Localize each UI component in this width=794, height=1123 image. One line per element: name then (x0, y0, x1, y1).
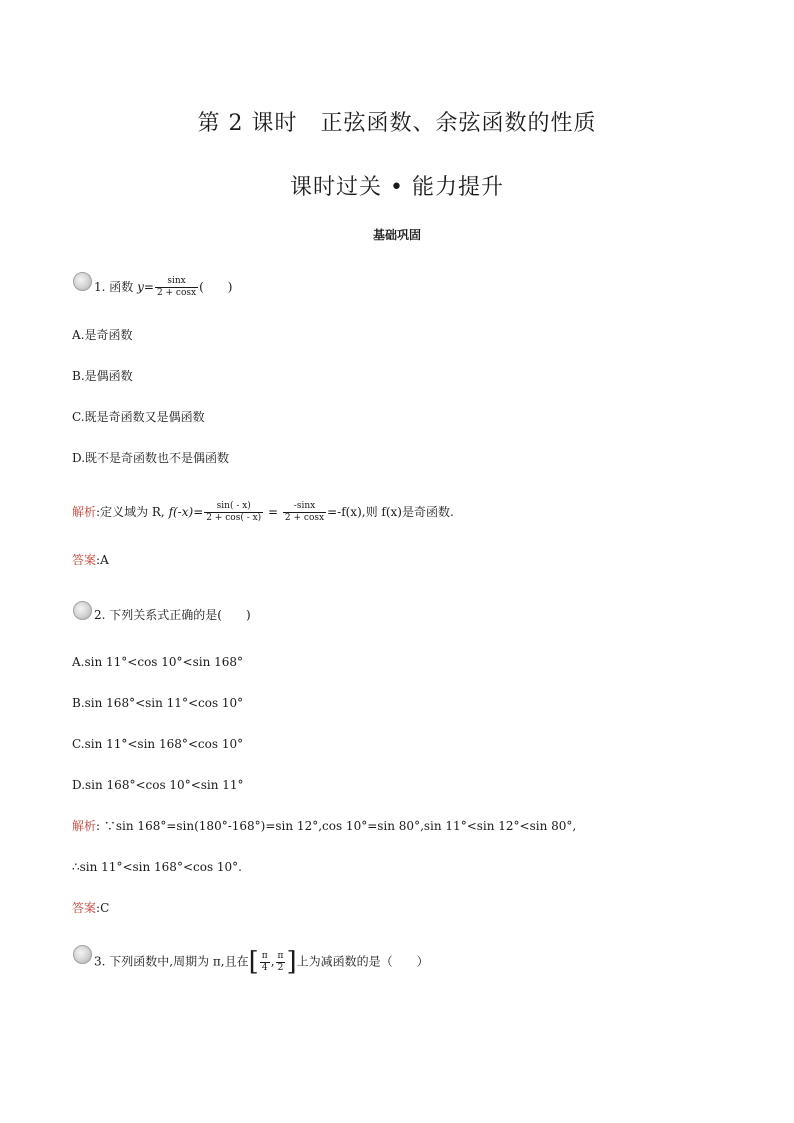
q1-analysis-colon: : (96, 505, 101, 519)
q2-option-a: A.sin 11°<cos 10°<sin 168° (72, 655, 244, 669)
q3-frac2-num: π (277, 950, 284, 961)
q1-analysis-eq1: = (193, 505, 204, 519)
question-3-stem (94, 949, 429, 975)
q1-analysis-eq2: = (268, 505, 279, 519)
q2-answer (72, 900, 109, 916)
q1-prefix: 1. 函数 (94, 280, 138, 294)
q1-analysis-text2: =-f(x),则 f(x)是奇函数. (327, 505, 454, 519)
q1-analysis-frac1-num: sin( - x) (204, 501, 263, 513)
q1-eq: = (143, 280, 154, 294)
q3-suffix: 上为减函数的是（ ） (296, 954, 429, 969)
question-1-icon (73, 272, 92, 291)
page-subtitle: 课时过关 • 能力提升 (290, 175, 504, 200)
q3-frac-2 (276, 951, 286, 974)
q1-frac-num: sinx (155, 276, 198, 288)
q1-analysis-text1: 定义域为 R, (100, 505, 165, 519)
q1-analysis-frac1-den: 2 + cos( - x) (206, 513, 262, 523)
q2-answer-label: 答案 (72, 901, 97, 915)
q1-answer (72, 552, 109, 568)
q3-prefix: 3. 下列函数中,周期为 π,且在 (94, 954, 249, 969)
q1-analysis-frac2-den: 2 + cosx (284, 513, 325, 523)
q2-option-d: D.sin 168°<cos 10°<sin 11° (72, 778, 244, 792)
q1-option-c: C.既是奇函数又是偶函数 (72, 410, 205, 424)
q3-frac1-den: 4 (261, 962, 268, 973)
q1-frac-den: 2 + cosx (156, 288, 197, 298)
q2-analysis-line-1 (72, 818, 576, 834)
q2-analysis-line-2: ∴sin 11°<sin 168°<cos 10°. (72, 860, 242, 874)
q1-answer-value: A (100, 553, 109, 567)
q1-answer-colon: : (96, 553, 101, 567)
section-heading: 基础巩固 (372, 228, 421, 242)
question-1-stem (94, 276, 232, 299)
q2-answer-value: C (100, 901, 110, 915)
question-2-icon (73, 601, 92, 620)
q2-option-c: C.sin 11°<sin 168°<cos 10° (72, 737, 244, 751)
q1-option-b: B.是偶函数 (72, 369, 133, 383)
page-title: 第 2 课时 正弦函数、余弦函数的性质 (197, 111, 597, 136)
q1-analysis (72, 501, 454, 524)
q1-fraction (155, 276, 198, 299)
q2-answer-colon: : (96, 901, 101, 915)
q1-answer-label: 答案 (72, 553, 97, 567)
q3-bracket-right: ] (286, 947, 297, 977)
q3-frac1-num: π (261, 950, 268, 961)
q3-frac-1 (260, 951, 270, 974)
question-3-icon (73, 945, 92, 964)
q3-bracket-left: [ (248, 947, 259, 977)
q1-option-d: D.既不是奇函数也不是偶函数 (72, 451, 230, 465)
q1-analysis-frac2-num: -sinx (283, 501, 326, 513)
q1-analysis-f: f(-x) (168, 505, 194, 519)
q3-comma: , (270, 954, 275, 969)
q1-analysis-frac2 (283, 501, 326, 524)
q1-y: y (137, 280, 144, 294)
q3-frac2-den: 2 (277, 962, 284, 973)
q1-analysis-frac1 (204, 501, 263, 524)
q2-analysis-text1: ∵sin 168°=sin(180°-168°)=sin 12°,cos 10°=sin 80°,sin 11°<sin 12°<sin 80°, (103, 819, 577, 833)
question-2-stem: 2. 下列关系式正确的是( ) (94, 608, 251, 622)
q2-option-b: B.sin 168°<sin 11°<cos 10° (72, 696, 244, 710)
q2-analysis-colon: : (96, 819, 101, 833)
q1-analysis-label: 解析 (72, 505, 97, 519)
q1-paren: ( ) (199, 280, 233, 294)
q1-option-a: A.是奇函数 (72, 328, 133, 342)
q2-analysis-label: 解析 (72, 819, 97, 833)
